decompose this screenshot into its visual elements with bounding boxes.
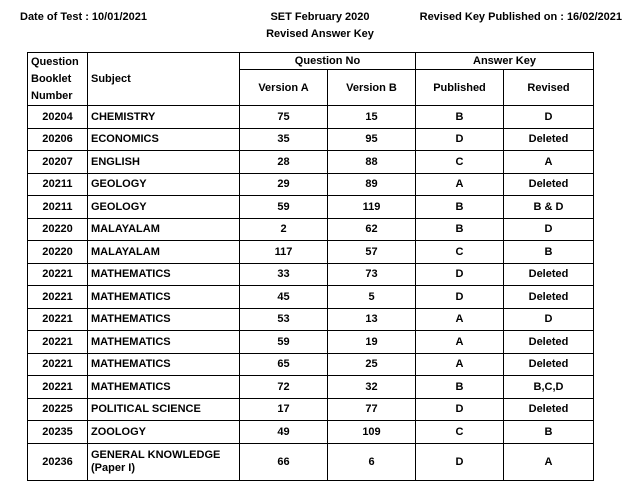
version-a-cell: 117 (240, 241, 328, 264)
version-a-cell: 29 (240, 173, 328, 196)
revised-answer-cell: A (504, 151, 594, 174)
subject-cell: ENGLISH (88, 151, 240, 174)
version-b-cell: 15 (328, 106, 416, 129)
revised-answer-cell: B,C,D (504, 376, 594, 399)
subject-cell: MATHEMATICS (88, 353, 240, 376)
table-row (28, 308, 594, 331)
published-answer-cell: A (416, 331, 504, 354)
version-b-cell: 32 (328, 376, 416, 399)
revised-answer-cell: Deleted (504, 173, 594, 196)
booklet-number-cell: 20207 (28, 151, 88, 174)
version-a-cell: 33 (240, 263, 328, 286)
header-version-a: Version A (240, 70, 328, 106)
subject-cell: MATHEMATICS (88, 376, 240, 399)
booklet-number-cell: 20221 (28, 331, 88, 354)
revised-answer-cell: D (504, 106, 594, 129)
table-row (28, 421, 594, 444)
version-b-cell: 25 (328, 353, 416, 376)
version-b-cell: 88 (328, 151, 416, 174)
answer-key-table (27, 52, 594, 481)
version-a-cell: 2 (240, 218, 328, 241)
published-answer-cell: A (416, 308, 504, 331)
version-b-cell: 62 (328, 218, 416, 241)
booklet-number-cell: 20221 (28, 376, 88, 399)
published-answer-cell: B (416, 218, 504, 241)
booklet-number-cell: 20221 (28, 286, 88, 309)
booklet-number-cell: 20211 (28, 173, 88, 196)
table-row (28, 331, 594, 354)
booklet-number-cell: 20221 (28, 353, 88, 376)
version-b-cell: 6 (328, 443, 416, 480)
subject-cell: ECONOMICS (88, 128, 240, 151)
subject-cell: MATHEMATICS (88, 263, 240, 286)
version-b-cell: 19 (328, 331, 416, 354)
revised-answer-cell: Deleted (504, 353, 594, 376)
table-row (28, 398, 594, 421)
table-row (28, 241, 594, 264)
page-subtitle: Revised Answer Key (266, 28, 374, 40)
table-row (28, 376, 594, 399)
booklet-number-cell: 20221 (28, 263, 88, 286)
header-revised: Revised (504, 70, 594, 106)
version-a-cell: 35 (240, 128, 328, 151)
version-a-cell: 17 (240, 398, 328, 421)
version-a-cell: 66 (240, 443, 328, 480)
table-row (28, 263, 594, 286)
booklet-number-cell: 20225 (28, 398, 88, 421)
subject-cell: GEOLOGY (88, 173, 240, 196)
header-question-no: Question No (240, 53, 416, 70)
booklet-number-cell: 20206 (28, 128, 88, 151)
table-row (28, 128, 594, 151)
header-version-b: Version B (328, 70, 416, 106)
version-b-cell: 5 (328, 286, 416, 309)
booklet-number-cell: 20235 (28, 421, 88, 444)
version-b-cell: 73 (328, 263, 416, 286)
version-b-cell: 89 (328, 173, 416, 196)
version-a-cell: 65 (240, 353, 328, 376)
version-b-cell: 109 (328, 421, 416, 444)
published-answer-cell: B (416, 196, 504, 219)
revised-answer-cell: A (504, 443, 594, 480)
booklet-number-cell: 20236 (28, 443, 88, 480)
revised-answer-cell: B (504, 421, 594, 444)
table-row (28, 286, 594, 309)
table-row (28, 443, 594, 480)
revised-answer-cell: B & D (504, 196, 594, 219)
header-subject: Subject (88, 53, 240, 106)
published-answer-cell: A (416, 353, 504, 376)
published-answer-cell: C (416, 421, 504, 444)
booklet-number-cell: 20221 (28, 308, 88, 331)
published-answer-cell: D (416, 128, 504, 151)
published-answer-cell: C (416, 241, 504, 264)
revised-answer-cell: Deleted (504, 331, 594, 354)
subject-cell: ZOOLOGY (88, 421, 240, 444)
published-answer-cell: D (416, 286, 504, 309)
header-published: Published (416, 70, 504, 106)
revised-key-published-date: Revised Key Published on : 16/02/2021 (419, 11, 622, 23)
version-b-cell: 13 (328, 308, 416, 331)
published-answer-cell: B (416, 106, 504, 129)
version-b-cell: 77 (328, 398, 416, 421)
header-question-booklet-number: Question Booklet Number (28, 53, 88, 106)
booklet-number-cell: 20220 (28, 241, 88, 264)
version-b-cell: 119 (328, 196, 416, 219)
subject-cell: MATHEMATICS (88, 286, 240, 309)
subject-cell: GEOLOGY (88, 196, 240, 219)
subject-cell: MALAYALAM (88, 218, 240, 241)
subject-cell: POLITICAL SCIENCE (88, 398, 240, 421)
revised-answer-cell: D (504, 218, 594, 241)
version-a-cell: 59 (240, 331, 328, 354)
revised-answer-cell: Deleted (504, 263, 594, 286)
subject-cell: CHEMISTRY (88, 106, 240, 129)
published-answer-cell: D (416, 263, 504, 286)
booklet-number-cell: 20220 (28, 218, 88, 241)
revised-answer-cell: Deleted (504, 398, 594, 421)
revised-answer-cell: Deleted (504, 286, 594, 309)
subject-cell: MALAYALAM (88, 241, 240, 264)
table-row (28, 218, 594, 241)
revised-answer-cell: D (504, 308, 594, 331)
version-a-cell: 28 (240, 151, 328, 174)
table-row (28, 353, 594, 376)
revised-answer-cell: Deleted (504, 128, 594, 151)
table-row (28, 106, 594, 129)
published-answer-cell: B (416, 376, 504, 399)
subject-cell: MATHEMATICS (88, 308, 240, 331)
page-title: SET February 2020 (270, 11, 370, 23)
version-a-cell: 72 (240, 376, 328, 399)
version-b-cell: 95 (328, 128, 416, 151)
table-row (28, 151, 594, 174)
version-b-cell: 57 (328, 241, 416, 264)
version-a-cell: 53 (240, 308, 328, 331)
version-a-cell: 59 (240, 196, 328, 219)
header-answer-key: Answer Key (416, 53, 594, 70)
date-of-test: Date of Test : 10/01/2021 (20, 11, 147, 23)
version-a-cell: 75 (240, 106, 328, 129)
version-a-cell: 49 (240, 421, 328, 444)
published-answer-cell: C (416, 151, 504, 174)
table-row (28, 196, 594, 219)
subject-cell: GENERAL KNOWLEDGE (Paper I) (88, 443, 240, 480)
published-answer-cell: D (416, 443, 504, 480)
revised-answer-cell: B (504, 241, 594, 264)
booklet-number-cell: 20204 (28, 106, 88, 129)
published-answer-cell: A (416, 173, 504, 196)
published-answer-cell: D (416, 398, 504, 421)
table-row (28, 173, 594, 196)
booklet-number-cell: 20211 (28, 196, 88, 219)
version-a-cell: 45 (240, 286, 328, 309)
subject-cell: MATHEMATICS (88, 331, 240, 354)
